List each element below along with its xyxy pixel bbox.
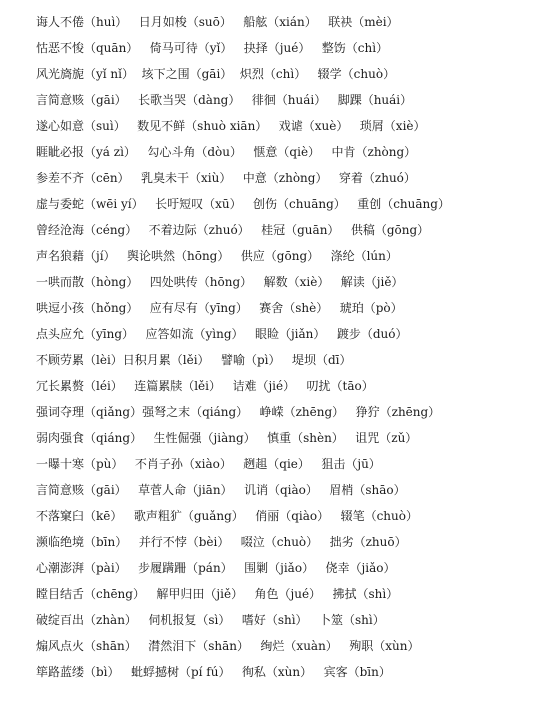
vocab-row: 破绽百出（zhàn） 伺机报复（sì） 嗜好（shì） 卜筮（shì） [36,613,385,627]
vocab-row: 煽风点火（shān） 潸然泪下（shān） 绚烂（xuàn） 殉职（xùn） [36,639,420,653]
vocab-row: 心潮澎湃（pài） 步履蹒跚（pán） 围剿（jiǎo） 侥幸（jiǎo） [36,561,396,575]
vocab-row: 怙恶不悛（quān） 倚马可待（yǐ） 抉择（jué） 整饬（chì） [36,41,389,55]
vocab-row: 风光旖旎（yǐ nǐ） 垓下之围（gāi） 炽烈（chì） 辍学（chuò） [36,67,396,81]
vocab-row: 声名狼藉（jí） 舆论哄然（hōng） 供应（gōng） 涤纶（lún） [36,249,398,263]
vocab-row: 不顾劳累（lèi）日积月累（lěi） 譬喻（pì） 堤坝（dī） [36,353,352,367]
vocab-row: 强词夺理（qiǎng）强弩之末（qiáng） 峥嵘（zhēng） 狰狞（zhēng） [36,405,441,419]
vocab-row: 不落窠臼（kē） 歌声粗犷（guǎng） 俏丽（qiào） 辍笔（chuò） [36,509,418,523]
vocab-row: 冗长累赘（léi） 连篇累牍（lěi） 诘难（jié） 叨扰（tāo） [36,379,374,393]
vocab-row: 哄逗小孩（hǒng） 应有尽有（yīng） 赛舍（shè） 琥珀（pò） [36,301,403,315]
vocab-row: 瞠目结舌（chēng） 解甲归田（jiě） 角色（jué） 拂拭（shì） [36,587,399,601]
vocab-row: 参差不齐（cēn） 乳臭未干（xiù） 中意（zhòng） 穿着（zhuó） [36,171,416,185]
vocab-row: 一曝十寒（pù） 不肖子孙（xiào） 趔趄（qie） 狙击（jū） [36,457,381,471]
vocab-row: 言简意赅（gāi） 长歌当哭（dàng） 徘徊（huái） 脚踝（huái） [36,93,413,107]
vocab-row: 一哄而散（hòng） 四处哄传（hōng） 解数（xiè） 解读（jiě） [36,275,404,289]
vocab-row: 诲人不倦（huì） 日月如梭（suō） 船舷（xián） 联袂（mèi） [36,15,399,29]
vocab-row: 濒临绝境（bīn） 并行不悖（bèi） 啜泣（chuò） 拙劣（zhuō） [36,535,407,549]
vocab-row: 遂心如意（suì） 数见不鲜（shuò xiān） 戏谑（xuè） 琐屑（xiè） [36,119,426,133]
vocab-row: 虚与委蛇（wēi yí） 长吁短叹（xū） 创伤（chuāng） 重创（chuāng） [36,197,450,211]
vocab-row: 言简意赅（gāi） 草菅人命（jiān） 讥诮（qiào） 眉梢（shāo） [36,483,406,497]
vocab-row: 曾经沧海（céng） 不着边际（zhuó） 桂冠（guān） 供稿（gōng） [36,223,430,237]
vocab-row: 筚路蓝缕（bì） 蚍蜉撼树（pí fú） 徇私（xùn） 宾客（bīn） [36,665,391,679]
vocab-row: 点头应允（yīng） 应答如流（yìng） 眼睑（jiǎn） 踱步（duó） [36,327,408,341]
vocab-row: 弱肉强食（qiáng） 生性倔强（jiàng） 慎重（shèn） 诅咒（zǔ） [36,431,418,445]
vocab-row: 睚眦必报（yá zì） 勾心斗角（dòu） 惬意（qiè） 中肯（zhòng） [36,145,417,159]
